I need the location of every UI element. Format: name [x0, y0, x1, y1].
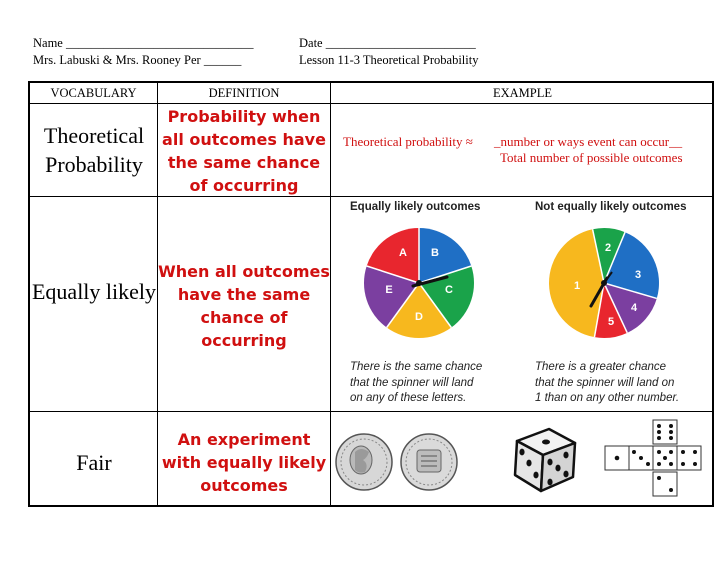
caption-line: There is the same chance	[350, 361, 483, 373]
caption-line: that the spinner will land on	[535, 376, 675, 389]
caption-line: on any of these letters.	[350, 392, 467, 404]
definition-equally-likely: When all outcomes have the same chance of occurring	[158, 262, 330, 350]
spinner-label: 3	[634, 269, 642, 281]
name-field-label: Name ______________________________	[33, 36, 254, 50]
caption-line: 1 than on any other number.	[535, 392, 680, 404]
row-divider	[30, 103, 712, 104]
spinner-label: 1	[573, 280, 581, 292]
caption-line: There is a greater chance	[535, 361, 667, 373]
equal-spinner-image	[358, 222, 480, 344]
unequal-spinner-image	[543, 222, 665, 344]
term-equally-likely: Equally likely	[31, 279, 157, 304]
teachers-period-label: Mrs. Labuski & Mrs. Rooney Per ______	[33, 53, 242, 67]
spinner-label: A	[399, 247, 407, 259]
header-vocabulary: VOCABULARY	[50, 86, 137, 100]
spinner-label: C	[445, 284, 453, 296]
spinner-label: 2	[604, 242, 612, 254]
date-field-label: Date ________________________	[299, 36, 476, 50]
equally-likely-caption	[350, 360, 482, 407]
spinner-label: 4	[630, 302, 638, 314]
not-equally-likely-title: Not equally likely outcomes	[535, 201, 687, 213]
formula-denominator: Total number of possible outcomes	[500, 150, 683, 165]
coins-image	[331, 430, 491, 494]
spinner-label: E	[385, 284, 393, 296]
caption-line: that the spinner will land	[350, 376, 474, 389]
term-fair: Fair	[76, 450, 112, 475]
row-divider	[30, 196, 712, 197]
row-divider	[30, 411, 712, 412]
definition-fair: An experiment with equally likely outcomes	[161, 430, 327, 495]
spinner-label: B	[431, 247, 439, 259]
formula-prefix: Theoretical probability ≈	[343, 134, 473, 149]
die-net-image	[601, 418, 707, 502]
die-image	[509, 427, 581, 495]
term-theoretical-probability: Theoretical Probability	[43, 123, 145, 177]
equally-likely-title: Equally likely outcomes	[350, 201, 481, 213]
header-example: EXAMPLE	[492, 86, 553, 100]
spinner-label: D	[415, 311, 423, 323]
spinner-label: 5	[607, 316, 615, 328]
not-equally-likely-caption	[535, 360, 679, 407]
formula-numerator: _number or ways event can occur__	[494, 134, 683, 149]
definition-theoretical-probability: Probability when all outcomes have the same chance of occurring	[162, 107, 326, 195]
vocabulary-table	[28, 81, 714, 507]
lesson-title: Lesson 11-3 Theoretical Probability	[299, 53, 479, 67]
header-definition: DEFINITION	[208, 86, 280, 100]
